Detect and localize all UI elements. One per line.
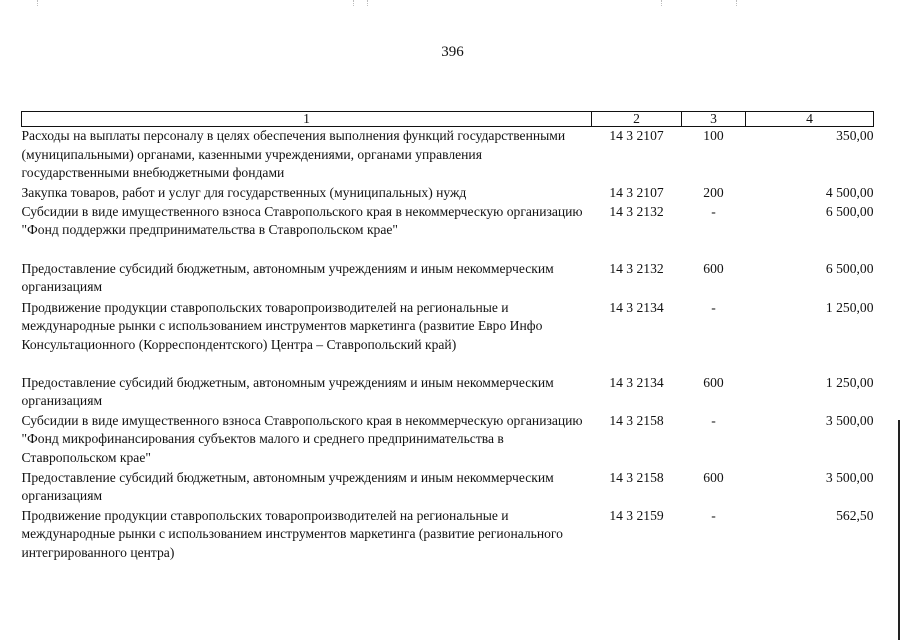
scan-artifact: [367, 0, 368, 6]
row-expense-type: -: [711, 203, 716, 219]
scan-artifact: [353, 0, 354, 6]
scan-artifact: [736, 0, 737, 6]
table-row: [22, 374, 874, 412]
row-expense-type: 600: [703, 374, 724, 390]
row-expense-type: -: [711, 412, 716, 428]
row-name: Субсидии в виде имущественного взноса Ставропольского края в некоммерческую организацию "Фонд микрофинансирования субъектов малого и среднего предпринимательства в Ставропольском крае": [21, 412, 583, 465]
table-row: [22, 412, 874, 469]
row-amount: 562,50: [836, 507, 874, 523]
row-expense-type: -: [711, 507, 716, 523]
table-row: [22, 184, 874, 203]
row-amount: 1 250,00: [825, 299, 874, 315]
row-code: 14 3 2134: [609, 374, 664, 390]
row-name: Предоставление субсидий бюджетным, автономным учреждениям и иным некоммерческим организациям: [21, 374, 554, 408]
row-expense-type: 600: [703, 260, 724, 276]
scan-artifact: [37, 0, 38, 6]
row-code: 14 3 2107: [609, 184, 664, 200]
table-row: [22, 469, 874, 507]
table-row: [22, 203, 874, 260]
row-expense-type: 100: [703, 128, 724, 143]
row-expense-type: -: [711, 299, 716, 315]
budget-table: [21, 111, 874, 564]
page-number: 396: [441, 44, 464, 60]
row-amount: 6 500,00: [825, 260, 874, 276]
row-name: Предоставление субсидий бюджетным, автономным учреждениям и иным некоммерческим организациям: [21, 260, 554, 294]
row-name: Расходы на выплаты персоналу в целях обеспечения выполнения функций государственными (муниципальными) органами, казенными учреждениями, органами управления государственными внебюджетными фондами: [21, 128, 566, 180]
row-name: Продвижение продукции ставропольских товаропроизводителей на региональные и международные рынки с использованием инструментов маркетинга (развитие регионального интегрированного центра): [21, 507, 563, 560]
row-code: 14 3 2134: [609, 299, 664, 315]
table-header-row: [22, 112, 874, 127]
row-amount: 4 500,00: [825, 184, 874, 200]
row-name: Предоставление субсидий бюджетным, автономным учреждениям и иным некоммерческим организациям: [21, 469, 554, 503]
row-amount: 3 500,00: [825, 412, 874, 428]
column-header-1: 1: [22, 112, 592, 127]
row-code: 14 3 2159: [609, 507, 664, 523]
row-name: Субсидии в виде имущественного взноса Ставропольского края в некоммерческую организацию "Фонд поддержки предпринимательства в Ставропольском крае": [21, 203, 583, 237]
row-code: 14 3 2132: [609, 260, 664, 276]
row-name: Продвижение продукции ставропольских товаропроизводителей на региональные и международные рынки с использованием инструментов маркетинга (развитие Евро Инфо Консультационного (Корреспондентского) Центра – Ставропольский край): [21, 299, 543, 352]
row-expense-type: 600: [703, 469, 724, 485]
row-amount: 3 500,00: [825, 469, 874, 485]
row-name: Закупка товаров, работ и услуг для государственных (муниципальных) нужд: [21, 184, 467, 200]
table-row: [22, 127, 874, 184]
column-header-2: 2: [592, 112, 682, 127]
row-code: 14 3 2132: [609, 203, 664, 219]
row-amount: 6 500,00: [825, 203, 874, 219]
row-code: 14 3 2107: [609, 128, 664, 143]
table-row: [22, 299, 874, 374]
scan-edge-line: [898, 420, 900, 640]
column-header-3: 3: [682, 112, 746, 127]
row-amount: 350,00: [836, 128, 874, 143]
table-row: [22, 260, 874, 299]
row-code: 14 3 2158: [609, 412, 664, 428]
table-row: [22, 507, 874, 564]
row-code: 14 3 2158: [609, 469, 664, 485]
column-header-4: 4: [746, 112, 874, 127]
row-amount: 1 250,00: [825, 374, 874, 390]
row-expense-type: 200: [703, 184, 724, 200]
scan-artifact: [661, 0, 662, 6]
